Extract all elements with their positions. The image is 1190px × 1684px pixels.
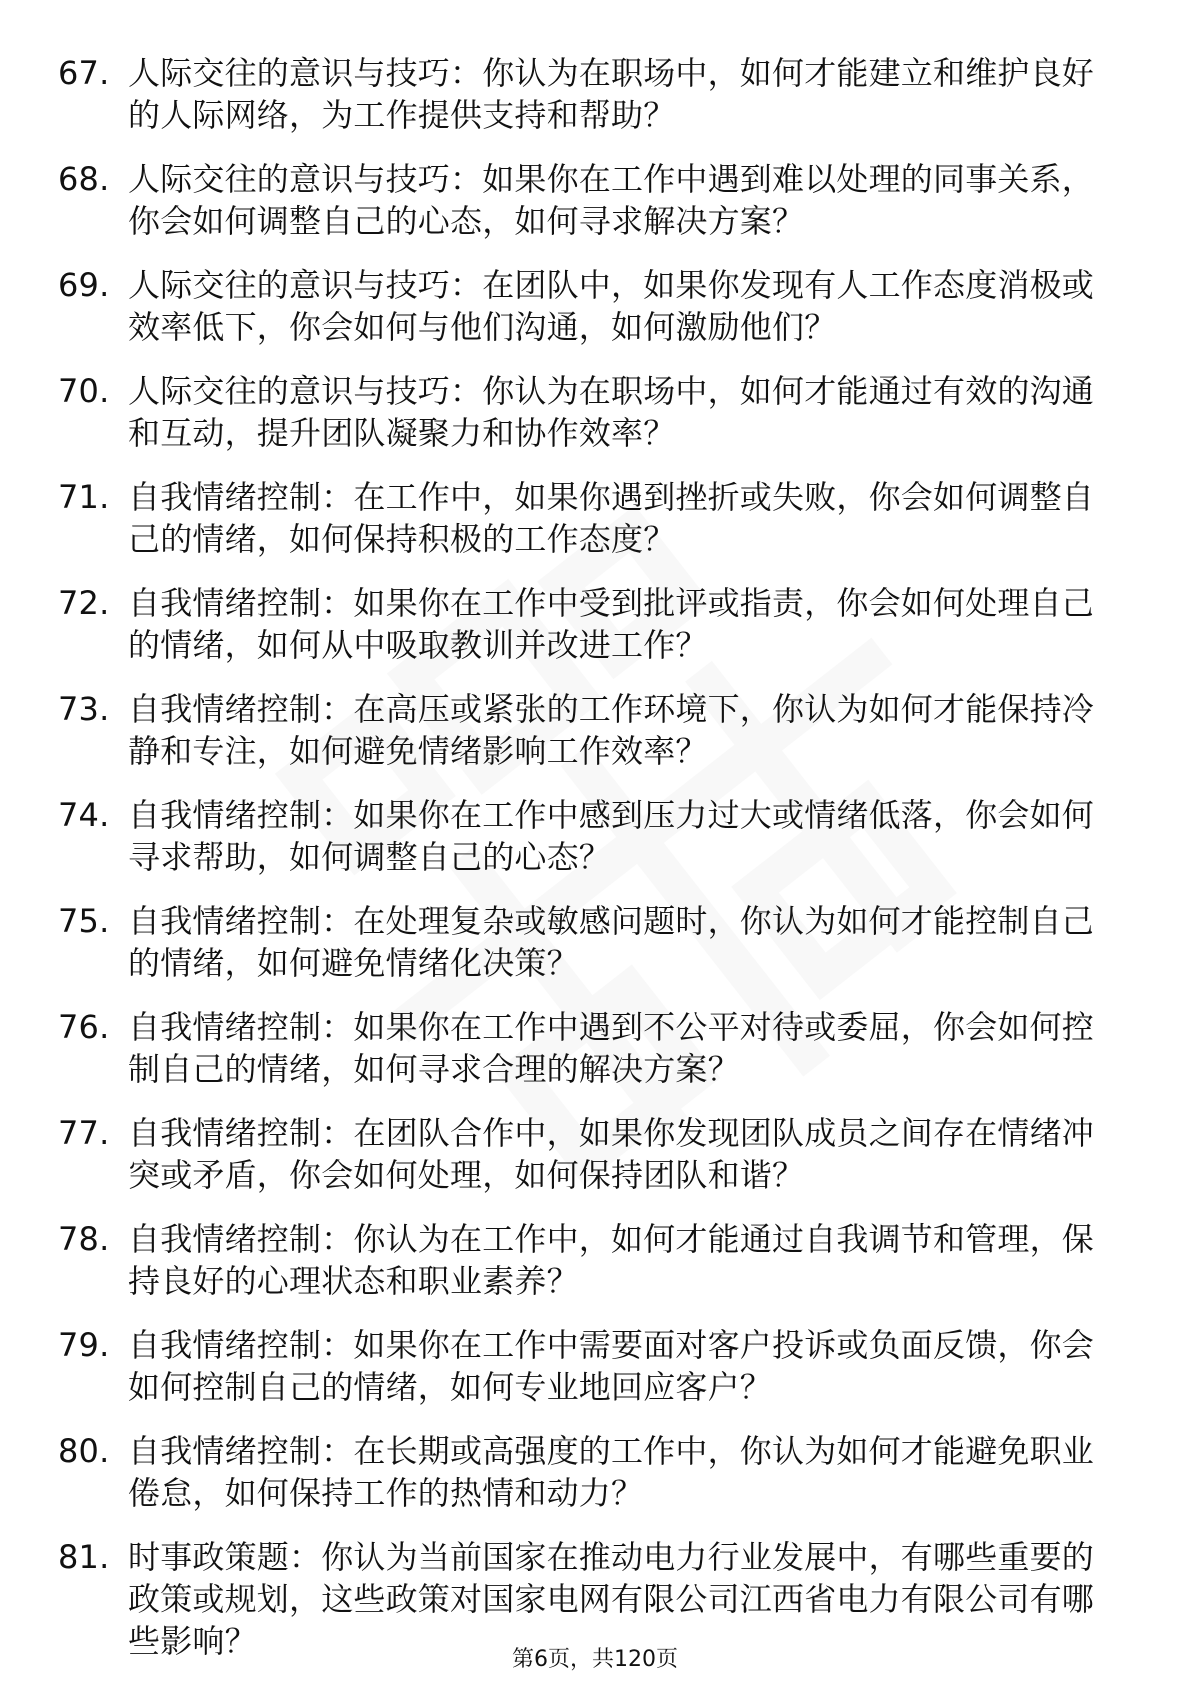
question-number: 75.	[58, 902, 110, 940]
question-item	[58, 264, 1118, 348]
interview-question-list	[58, 52, 1118, 1684]
page-number-footer: 第6页，共120页	[512, 1647, 678, 1672]
question-number: 80.	[58, 1432, 110, 1470]
question-item	[58, 476, 1118, 560]
question-text: 人际交往的意识与技巧：你认为在职场中，如何才能通过有效的沟通和互动，提升团队凝聚力和协作效率？	[128, 372, 1095, 452]
question-text: 自我情绪控制：在高压或紧张的工作环境下，你认为如何才能保持冷静和专注，如何避免情绪影响工作效率？	[128, 690, 1095, 770]
question-text: 自我情绪控制：如果你在工作中受到批评或指责，你会如何处理自己的情绪，如何从中吸取教训并改进工作？	[128, 584, 1095, 664]
question-text: 人际交往的意识与技巧：在团队中，如果你发现有人工作态度消极或效率低下，你会如何与他们沟通，如何激励他们？	[128, 266, 1095, 346]
question-text: 自我情绪控制：如果你在工作中遇到不公平对待或委屈，你会如何控制自己的情绪，如何寻求合理的解决方案？	[128, 1008, 1095, 1088]
question-number: 77.	[58, 1114, 110, 1152]
question-number: 69.	[58, 266, 110, 304]
question-number: 67.	[58, 54, 110, 92]
question-text: 自我情绪控制：在长期或高强度的工作中，你认为如何才能避免职业倦怠，如何保持工作的热情和动力？	[128, 1432, 1095, 1512]
question-item	[58, 158, 1118, 242]
question-number: 71.	[58, 478, 110, 516]
question-item	[58, 582, 1118, 666]
question-item	[58, 370, 1118, 454]
question-text: 人际交往的意识与技巧：你认为在职场中，如何才能建立和维护良好的人际网络，为工作提供支持和帮助？	[128, 54, 1095, 134]
question-item	[58, 1006, 1118, 1090]
question-text: 自我情绪控制：如果你在工作中感到压力过大或情绪低落，你会如何寻求帮助，如何调整自己的心态？	[128, 796, 1095, 876]
question-text: 自我情绪控制：你认为在工作中，如何才能通过自我调节和管理，保持良好的心理状态和职业素养？	[128, 1220, 1095, 1300]
question-number: 78.	[58, 1220, 110, 1258]
question-item	[58, 1112, 1118, 1196]
question-number: 73.	[58, 690, 110, 728]
question-number: 72.	[58, 584, 110, 622]
question-item	[58, 1430, 1118, 1514]
question-item	[58, 794, 1118, 878]
question-text: 自我情绪控制：在处理复杂或敏感问题时，你认为如何才能控制自己的情绪，如何避免情绪化决策？	[128, 902, 1095, 982]
question-item	[58, 688, 1118, 772]
question-number: 76.	[58, 1008, 110, 1046]
question-text: 时事政策题：你认为当前国家在推动电力行业发展中，有哪些重要的政策或规划，这些政策对国家电网有限公司江西省电力有限公司有哪些影响？	[128, 1538, 1095, 1660]
question-text: 自我情绪控制：在团队合作中，如果你发现团队成员之间存在情绪冲突或矛盾，你会如何处理，如何保持团队和谐？	[128, 1114, 1095, 1194]
question-text: 人际交往的意识与技巧：如果你在工作中遇到难以处理的同事关系，你会如何调整自己的心态，如何寻求解决方案？	[128, 160, 1095, 240]
question-item	[58, 1324, 1118, 1408]
question-item	[58, 1536, 1118, 1662]
question-number: 79.	[58, 1326, 110, 1364]
question-number: 70.	[58, 372, 110, 410]
question-item	[58, 900, 1118, 984]
question-number: 68.	[58, 160, 110, 198]
question-number: 81.	[58, 1538, 110, 1576]
question-item	[58, 1218, 1118, 1302]
question-item	[58, 52, 1118, 136]
question-number: 74.	[58, 796, 110, 834]
question-text: 自我情绪控制：在工作中，如果你遇到挫折或失败，你会如何调整自己的情绪，如何保持积极的工作态度？	[128, 478, 1095, 558]
question-text: 自我情绪控制：如果你在工作中需要面对客户投诉或负面反馈，你会如何控制自己的情绪，如何专业地回应客户？	[128, 1326, 1095, 1406]
